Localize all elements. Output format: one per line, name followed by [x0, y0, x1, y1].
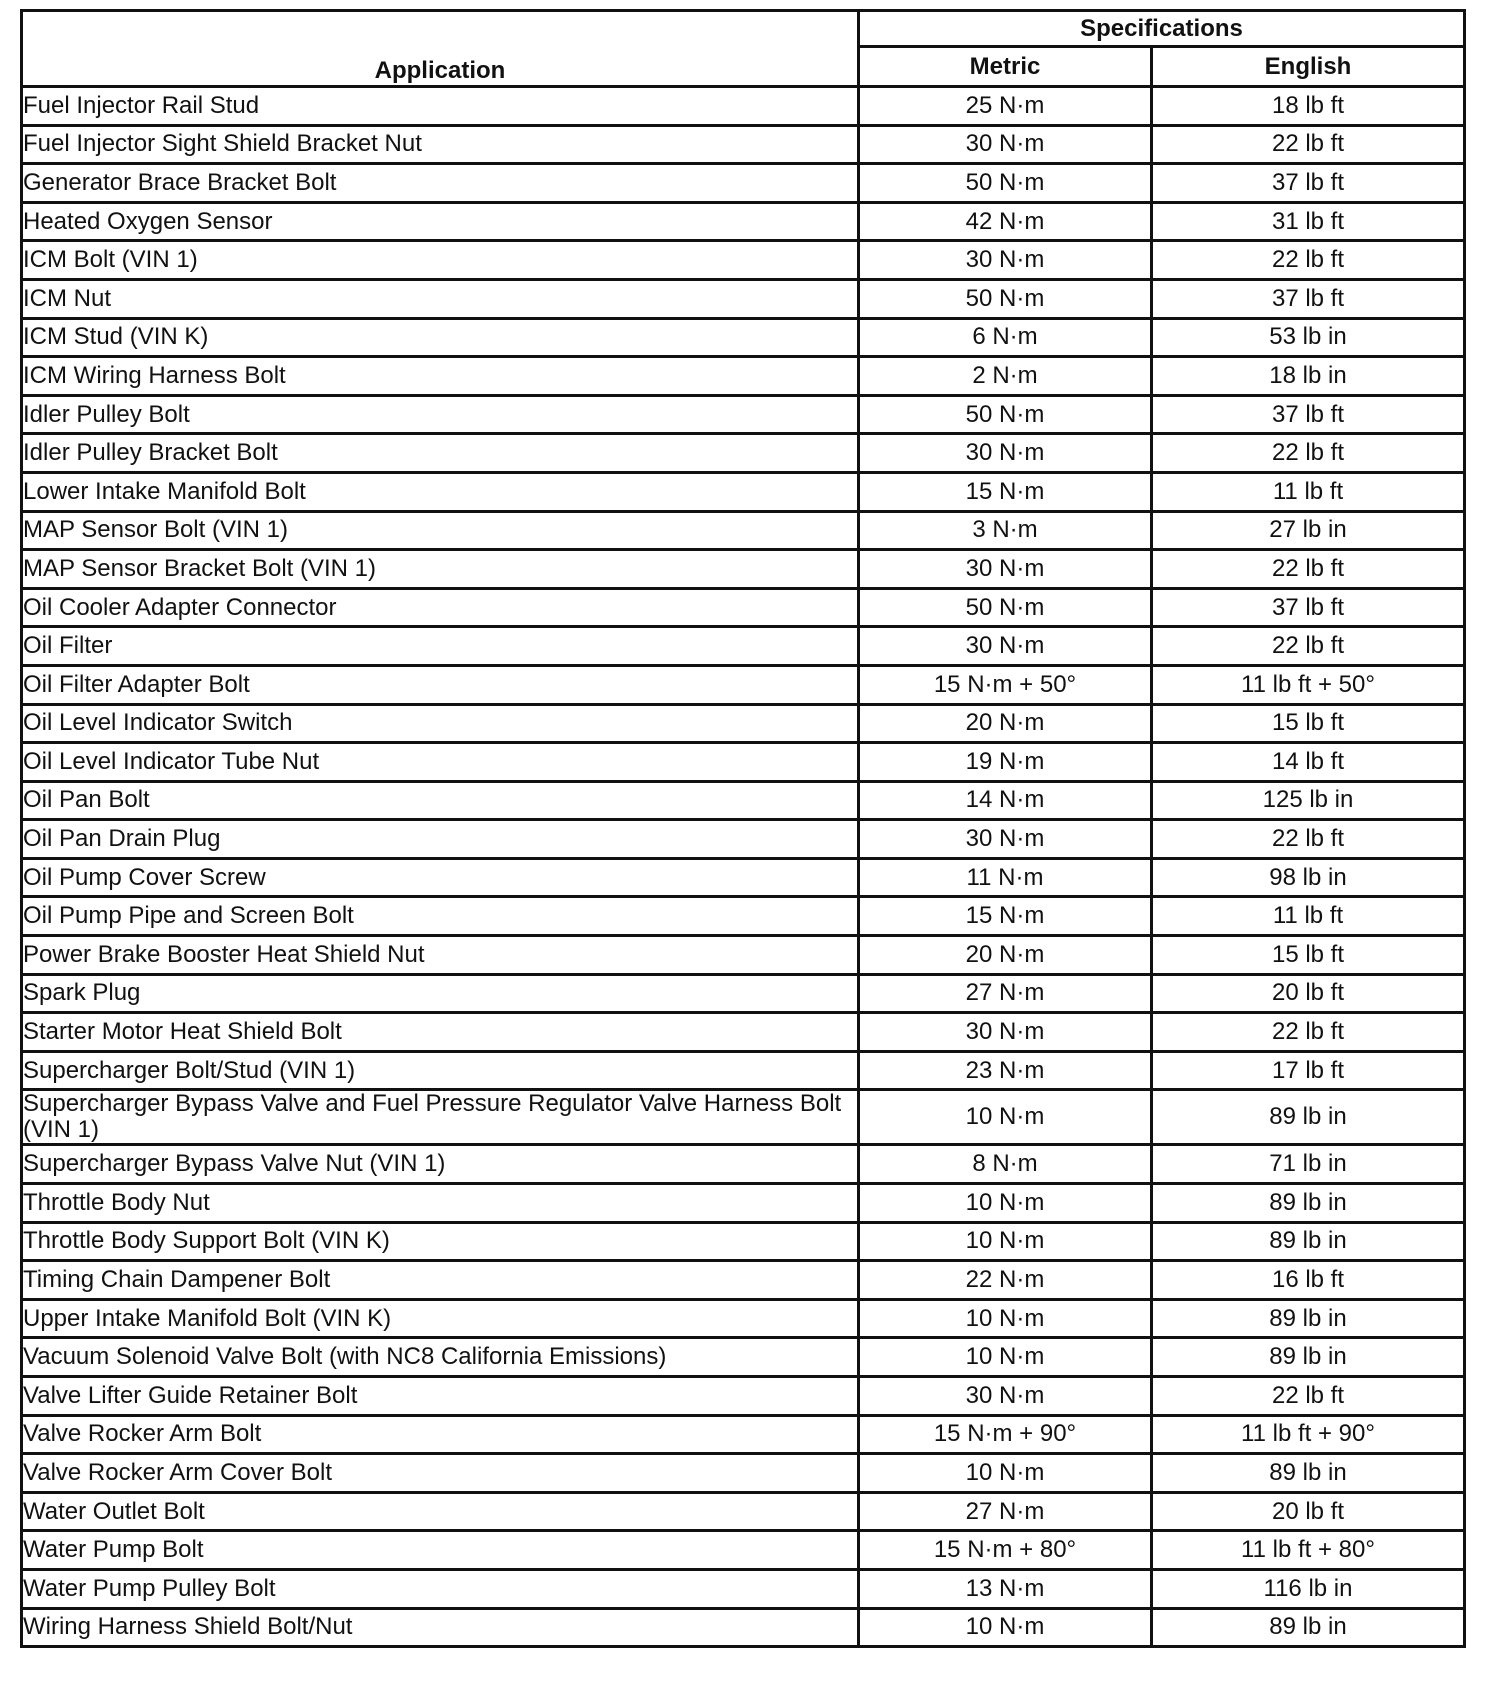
application-cell: Oil Pan Drain Plug: [22, 820, 859, 859]
english-cell: 89 lb in: [1152, 1090, 1465, 1145]
table-row: [22, 974, 1465, 1013]
application-cell: Upper Intake Manifold Bolt (VIN K): [22, 1299, 859, 1338]
application-cell: Fuel Injector Sight Shield Bracket Nut: [22, 125, 859, 164]
application-cell: Fuel Injector Rail Stud: [22, 87, 859, 126]
application-cell: Valve Lifter Guide Retainer Bolt: [22, 1377, 859, 1416]
metric-cell: 50 N·m: [859, 279, 1152, 318]
table-row: [22, 781, 1465, 820]
metric-cell: 14 N·m: [859, 781, 1152, 820]
english-cell: 11 lb ft + 80°: [1152, 1531, 1465, 1570]
english-cell: 89 lb in: [1152, 1299, 1465, 1338]
application-cell: Throttle Body Nut: [22, 1184, 859, 1223]
table-row: [22, 1261, 1465, 1300]
english-cell: 89 lb in: [1152, 1222, 1465, 1261]
table-row: [22, 241, 1465, 280]
table-row: [22, 125, 1465, 164]
english-cell: 22 lb ft: [1152, 1013, 1465, 1052]
table-row: [22, 1338, 1465, 1377]
english-cell: 11 lb ft + 90°: [1152, 1415, 1465, 1454]
metric-cell: 10 N·m: [859, 1090, 1152, 1145]
metric-cell: 11 N·m: [859, 858, 1152, 897]
english-cell: 22 lb ft: [1152, 1377, 1465, 1416]
metric-cell: 23 N·m: [859, 1051, 1152, 1090]
application-cell: Water Pump Bolt: [22, 1531, 859, 1570]
english-cell: 22 lb ft: [1152, 434, 1465, 473]
metric-cell: 50 N·m: [859, 395, 1152, 434]
application-cell: Starter Motor Heat Shield Bolt: [22, 1013, 859, 1052]
table-row: [22, 1569, 1465, 1608]
english-cell: 15 lb ft: [1152, 704, 1465, 743]
english-cell: 11 lb ft: [1152, 472, 1465, 511]
metric-cell: 15 N·m: [859, 897, 1152, 936]
table-row: [22, 820, 1465, 859]
english-cell: 89 lb in: [1152, 1454, 1465, 1493]
metric-cell: 10 N·m: [859, 1608, 1152, 1647]
application-cell: Wiring Harness Shield Bolt/Nut: [22, 1608, 859, 1647]
application-cell: Oil Filter: [22, 627, 859, 666]
application-cell: ICM Nut: [22, 279, 859, 318]
application-cell: MAP Sensor Bolt (VIN 1): [22, 511, 859, 550]
table-body: [22, 87, 1465, 1647]
table-row: [22, 434, 1465, 473]
metric-cell: 50 N·m: [859, 588, 1152, 627]
application-cell: Vacuum Solenoid Valve Bolt (with NC8 California Emissions): [22, 1338, 859, 1377]
application-cell: Oil Pan Bolt: [22, 781, 859, 820]
table-row: [22, 627, 1465, 666]
table-row: [22, 588, 1465, 627]
metric-cell: 10 N·m: [859, 1454, 1152, 1493]
english-cell: 37 lb ft: [1152, 395, 1465, 434]
table-row: [22, 858, 1465, 897]
application-cell: Heated Oxygen Sensor: [22, 202, 859, 241]
table-row: [22, 87, 1465, 126]
application-cell: Oil Cooler Adapter Connector: [22, 588, 859, 627]
english-cell: 37 lb ft: [1152, 164, 1465, 203]
table-row: [22, 1454, 1465, 1493]
english-cell: 17 lb ft: [1152, 1051, 1465, 1090]
metric-cell: 30 N·m: [859, 550, 1152, 589]
table-row: [22, 1377, 1465, 1416]
table-row: [22, 395, 1465, 434]
application-cell: Oil Level Indicator Tube Nut: [22, 743, 859, 782]
table-header: [22, 11, 1465, 87]
metric-cell: 30 N·m: [859, 241, 1152, 280]
metric-cell: 8 N·m: [859, 1145, 1152, 1184]
table-row: [22, 1013, 1465, 1052]
application-cell: Power Brake Booster Heat Shield Nut: [22, 936, 859, 975]
english-cell: 22 lb ft: [1152, 820, 1465, 859]
english-cell: 15 lb ft: [1152, 936, 1465, 975]
metric-cell: 42 N·m: [859, 202, 1152, 241]
application-cell: Valve Rocker Arm Bolt: [22, 1415, 859, 1454]
english-cell: 22 lb ft: [1152, 125, 1465, 164]
metric-cell: 19 N·m: [859, 743, 1152, 782]
english-cell: 20 lb ft: [1152, 974, 1465, 1013]
table-row: [22, 1222, 1465, 1261]
application-cell: Generator Brace Bracket Bolt: [22, 164, 859, 203]
application-cell: Valve Rocker Arm Cover Bolt: [22, 1454, 859, 1493]
metric-cell: 15 N·m + 90°: [859, 1415, 1152, 1454]
english-cell: 11 lb ft: [1152, 897, 1465, 936]
table-row: [22, 279, 1465, 318]
table-row: [22, 1299, 1465, 1338]
metric-cell: 30 N·m: [859, 820, 1152, 859]
english-cell: 53 lb in: [1152, 318, 1465, 357]
table-row: [22, 1145, 1465, 1184]
application-cell: ICM Stud (VIN K): [22, 318, 859, 357]
application-cell: Supercharger Bypass Valve and Fuel Pressure Regulator Valve Harness Bolt (VIN 1): [22, 1090, 859, 1145]
table-row: [22, 550, 1465, 589]
metric-cell: 10 N·m: [859, 1222, 1152, 1261]
application-cell: Supercharger Bolt/Stud (VIN 1): [22, 1051, 859, 1090]
specifications-header: Specifications: [859, 11, 1465, 47]
english-cell: 98 lb in: [1152, 858, 1465, 897]
application-cell: Oil Filter Adapter Bolt: [22, 665, 859, 704]
metric-cell: 15 N·m + 50°: [859, 665, 1152, 704]
application-cell: Supercharger Bypass Valve Nut (VIN 1): [22, 1145, 859, 1184]
metric-cell: 22 N·m: [859, 1261, 1152, 1300]
english-cell: 14 lb ft: [1152, 743, 1465, 782]
application-cell: Idler Pulley Bolt: [22, 395, 859, 434]
metric-cell: 20 N·m: [859, 704, 1152, 743]
application-cell: Spark Plug: [22, 974, 859, 1013]
application-cell: Lower Intake Manifold Bolt: [22, 472, 859, 511]
metric-cell: 10 N·m: [859, 1338, 1152, 1377]
table-row: [22, 897, 1465, 936]
table-row: [22, 202, 1465, 241]
application-cell: ICM Wiring Harness Bolt: [22, 357, 859, 396]
english-cell: 89 lb in: [1152, 1184, 1465, 1223]
english-cell: 22 lb ft: [1152, 627, 1465, 666]
application-cell: Water Outlet Bolt: [22, 1492, 859, 1531]
metric-cell: 10 N·m: [859, 1184, 1152, 1223]
table-row: [22, 1415, 1465, 1454]
table-row: [22, 1531, 1465, 1570]
english-cell: 22 lb ft: [1152, 241, 1465, 280]
english-cell: 71 lb in: [1152, 1145, 1465, 1184]
metric-cell: 30 N·m: [859, 1377, 1152, 1416]
english-cell: 18 lb ft: [1152, 87, 1465, 126]
application-cell: Idler Pulley Bracket Bolt: [22, 434, 859, 473]
application-cell: Oil Pump Cover Screw: [22, 858, 859, 897]
english-cell: 31 lb ft: [1152, 202, 1465, 241]
table-row: [22, 665, 1465, 704]
table-row: [22, 472, 1465, 511]
table-row: [22, 1051, 1465, 1090]
application-cell: MAP Sensor Bracket Bolt (VIN 1): [22, 550, 859, 589]
application-cell: Timing Chain Dampener Bolt: [22, 1261, 859, 1300]
english-cell: 116 lb in: [1152, 1569, 1465, 1608]
english-cell: 18 lb in: [1152, 357, 1465, 396]
application-cell: Oil Pump Pipe and Screen Bolt: [22, 897, 859, 936]
metric-cell: 30 N·m: [859, 1013, 1152, 1052]
english-cell: 20 lb ft: [1152, 1492, 1465, 1531]
metric-cell: 50 N·m: [859, 164, 1152, 203]
application-column-header: Application: [22, 11, 859, 87]
table-row: [22, 743, 1465, 782]
application-cell: Water Pump Pulley Bolt: [22, 1569, 859, 1608]
table-row: [22, 164, 1465, 203]
english-cell: 22 lb ft: [1152, 550, 1465, 589]
torque-spec-table: [20, 9, 1466, 1648]
table-row: [22, 704, 1465, 743]
english-cell: 27 lb in: [1152, 511, 1465, 550]
metric-cell: 15 N·m: [859, 472, 1152, 511]
english-column-header: English: [1152, 47, 1465, 87]
english-cell: 89 lb in: [1152, 1338, 1465, 1377]
application-cell: ICM Bolt (VIN 1): [22, 241, 859, 280]
table-row: [22, 936, 1465, 975]
english-cell: 89 lb in: [1152, 1608, 1465, 1647]
table-row: [22, 1608, 1465, 1647]
metric-column-header: Metric: [859, 47, 1152, 87]
metric-cell: 27 N·m: [859, 1492, 1152, 1531]
english-cell: 37 lb ft: [1152, 279, 1465, 318]
metric-cell: 27 N·m: [859, 974, 1152, 1013]
metric-cell: 30 N·m: [859, 434, 1152, 473]
english-cell: 11 lb ft + 50°: [1152, 665, 1465, 704]
table-row: [22, 1492, 1465, 1531]
application-cell: Throttle Body Support Bolt (VIN K): [22, 1222, 859, 1261]
metric-cell: 3 N·m: [859, 511, 1152, 550]
table-row: [22, 1184, 1465, 1223]
metric-cell: 15 N·m + 80°: [859, 1531, 1152, 1570]
english-cell: 16 lb ft: [1152, 1261, 1465, 1300]
metric-cell: 30 N·m: [859, 125, 1152, 164]
english-cell: 37 lb ft: [1152, 588, 1465, 627]
metric-cell: 30 N·m: [859, 627, 1152, 666]
table-row: [22, 1090, 1465, 1145]
metric-cell: 6 N·m: [859, 318, 1152, 357]
table-row: [22, 357, 1465, 396]
metric-cell: 2 N·m: [859, 357, 1152, 396]
table-row: [22, 511, 1465, 550]
metric-cell: 20 N·m: [859, 936, 1152, 975]
metric-cell: 13 N·m: [859, 1569, 1152, 1608]
english-cell: 125 lb in: [1152, 781, 1465, 820]
metric-cell: 10 N·m: [859, 1299, 1152, 1338]
table-row: [22, 318, 1465, 357]
application-cell: Oil Level Indicator Switch: [22, 704, 859, 743]
metric-cell: 25 N·m: [859, 87, 1152, 126]
